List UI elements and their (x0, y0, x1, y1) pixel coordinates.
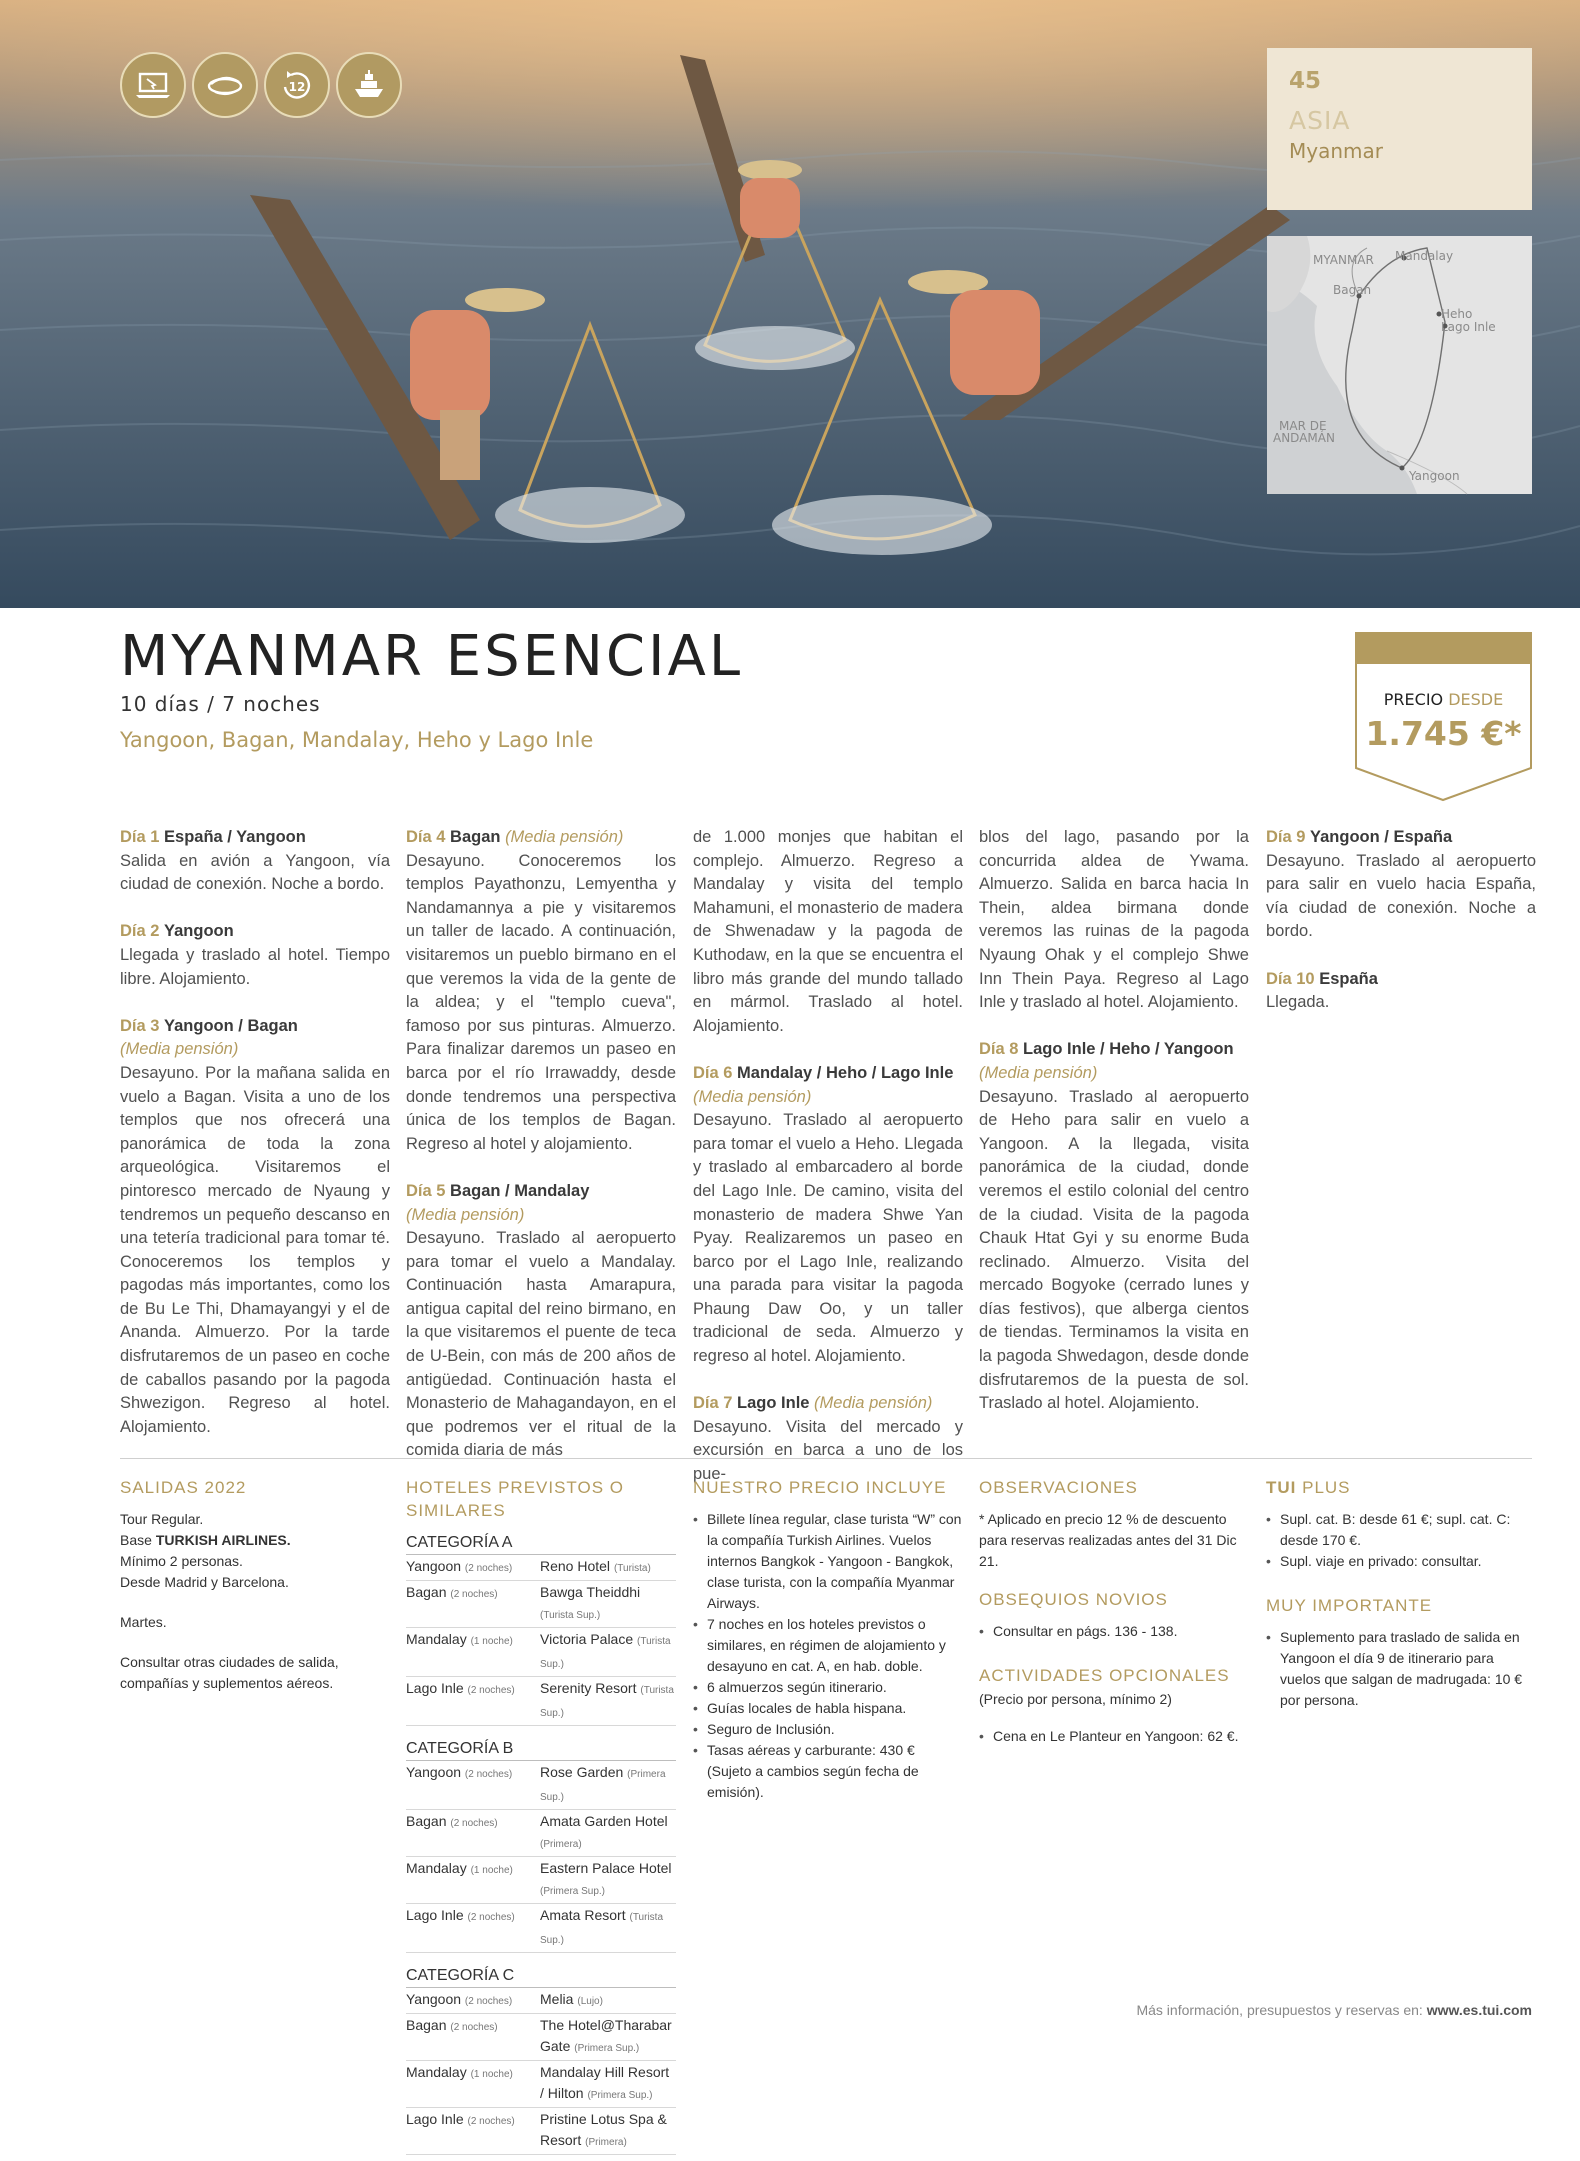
price-badge (1355, 632, 1532, 802)
hotel-city-cell (406, 1858, 540, 1902)
hotel-nights: (2 noches) (467, 1912, 515, 1923)
hotel-name: Rose Garden (540, 1764, 624, 1780)
feature-icons (120, 52, 402, 118)
day-7 (693, 1392, 963, 1486)
tui-plus-list (1266, 1509, 1536, 1572)
day-text: Desayuno. Traslado al aeropuerto para salir en vuelo hacia España, vía ciudad de conexión. Noche a bordo. (1266, 851, 1536, 941)
price-value: 1.745 €* (1365, 714, 1522, 753)
table-row (406, 1677, 676, 1726)
region-box (1267, 48, 1532, 210)
hotel-nights: (1 noche) (470, 2069, 513, 2080)
price-label-text: PRECIO (1383, 690, 1444, 709)
table-row (406, 2108, 676, 2155)
hotel-city: Bagan (406, 1584, 447, 1600)
hotel-city: Bagan (406, 1813, 447, 1829)
day-5-cont (693, 826, 963, 1038)
section-divider (120, 1458, 1532, 1459)
day-number: Día 10 (1266, 969, 1315, 988)
salidas-line: Martes. (120, 1614, 167, 1630)
hotel-name-cell (540, 1811, 676, 1855)
route-map (1267, 236, 1532, 494)
hotel-name-cell (540, 1762, 676, 1808)
hotel-name-cell (540, 1582, 676, 1626)
day-text: Llegada. (1266, 993, 1330, 1012)
list-item: • Supl. viaje en privado: consultar. (1266, 1551, 1536, 1572)
day-text: de 1.000 monjes que habitan el complejo. Almuerzo. Regreso a Mandalay y visita del templo Mahamuni, el monasterio de madera de Shwenadaw y la pagoda de Kuthodaw, en la que se encuentra el libro más grande del mundo tallado en mármol. Traslado al hotel. Alojamiento. (693, 828, 963, 1035)
salidas-heading: SALIDAS 2022 (120, 1478, 247, 1497)
table-row (406, 1555, 676, 1581)
hotel-nights: (2 noches) (450, 2022, 498, 2033)
hotel-category-heading: CATEGORÍA A (406, 1532, 676, 1555)
hotel-name: Serenity Resort (540, 1680, 637, 1696)
trip-route: Yangoon, Bagan, Mandalay, Heho y Lago Inle (120, 728, 594, 752)
map-label-yangoon: Yangoon (1409, 469, 1460, 483)
hotel-nights: (2 noches) (464, 1563, 513, 1574)
hotel-category-heading: CATEGORÍA B (406, 1738, 676, 1761)
list-item: • 6 almuerzos según itinerario. (693, 1677, 963, 1698)
novios-heading: OBSEQUIOS NOVIOS (979, 1590, 1168, 1609)
list-item: • 7 noches en los hoteles previstos o similares, en régimen de alojamiento y desayuno en cat. A, en hab. doble. (693, 1614, 963, 1677)
map-label-sea-1: MAR DE (1279, 419, 1327, 433)
hotel-name-cell (540, 2062, 676, 2106)
day-8 (979, 1038, 1249, 1416)
day-text: Salida en avión a Yangoon, vía ciudad de conexión. Noche a bordo. (120, 851, 390, 894)
table-row (406, 1988, 676, 2014)
day-number: Día 2 (120, 922, 160, 941)
list-item: • Tasas aéreas y carburante: 430 € (Sujeto a cambios según fecha de emisión). (693, 1740, 963, 1803)
day-board: (Media pensión) (505, 828, 624, 846)
tui-plus-section (1266, 1476, 1536, 1711)
day-text: Desayuno. Traslado al aeropuerto de Heho para salir en vuelo a Yangoon. A la llegada, visita panorámica de la ciudad, donde veremos el estilo colonial del centro de la ciudad. Visita de la pagoda Chauk Htat Gyi y su enorme Buda reclinado. Almuerzo. Visita del mercado Bogyoke (cerrado lunes y días festivos), que alberga cientos de tiendas. Terminamos la visita en la pagoda Shwedagon, desde donde disfrutaremos de la puesta de sol. Traslado al hotel. Alojamiento. (979, 1087, 1249, 1413)
day-heading (120, 826, 390, 850)
footer (1136, 2002, 1532, 2018)
day-3 (120, 1015, 390, 1440)
hotel-city-cell (406, 1762, 540, 1808)
hotel-city: Mandalay (406, 2064, 467, 2080)
country-label: Myanmar (1289, 139, 1383, 163)
day-heading (120, 1015, 390, 1039)
trip-duration: 10 días / 7 noches (120, 692, 321, 716)
hotel-city-cell (406, 2062, 540, 2106)
hotel-name: Victoria Palace (540, 1631, 634, 1647)
itinerary-col-1 (120, 826, 390, 1463)
list-item: • Seguro de Inclusión. (693, 1719, 963, 1740)
map-label-mandalay: Mandalay (1395, 249, 1454, 263)
hotel-name: Amata Garden Hotel (540, 1813, 668, 1829)
day-number: Día 5 (406, 1181, 446, 1200)
hotel-city-cell (406, 1556, 540, 1579)
hotel-city-cell (406, 2109, 540, 2153)
day-board: (Media pensión) (814, 1394, 933, 1413)
day-text: Desayuno. Por la mañana salida en vuelo a Bagan. Visita a uno de los templos que nos ofrecerá una panorámica de toda la zona arqueológica. Visitaremos el pintoresco mercado de Nyaung y tendremos un pequeño descanso en una tetería tradicional para tomar té. Conoceremos los templos y pagodas más importantes, como los de Bu Le Thi, Dhamayangyi y el de Ananda. Almuerzo. Por la tarde disfrutaremos de un paseo en coche de caballos pasando por la pagoda Shwezigon. Regreso al hotel. Alojamiento. (120, 1063, 390, 1436)
day-heading (693, 1062, 963, 1086)
hotel-category: (Primera Sup.) (540, 1769, 666, 1803)
hero-photo (0, 0, 1580, 608)
day-number: Día 8 (979, 1040, 1019, 1059)
map-label-bagan: Bagan (1333, 283, 1372, 297)
day-number: Día 6 (693, 1063, 733, 1082)
hotel-city-cell (406, 1678, 540, 1724)
table-row (406, 1857, 676, 1904)
day-text: Desayuno. Visita del mercado y excursión en barca a uno de los pue- (693, 1417, 963, 1484)
day-heading (406, 826, 676, 850)
day-heading (693, 1392, 963, 1416)
importante-list (1266, 1627, 1536, 1711)
list-item: • Consultar en págs. 136 - 138. (979, 1621, 1249, 1642)
itinerary-col-3 (693, 826, 963, 1510)
hotel-city-cell (406, 1811, 540, 1855)
hotel-city-cell (406, 2015, 540, 2059)
footer-text: Más información, presupuestos y reservas en: (1136, 2002, 1427, 2018)
day-number: Día 3 (120, 1016, 160, 1035)
hotel-city-cell (406, 1905, 540, 1951)
hotel-category: (Turista Sup.) (540, 1610, 601, 1621)
salidas-line: Tour Regular. (120, 1511, 204, 1527)
list-item: • Cena en Le Planteur en Yangoon: 62 €. (979, 1726, 1249, 1747)
hotel-city: Mandalay (406, 1860, 467, 1876)
hotel-name: Amata Resort (540, 1907, 626, 1923)
day-1 (120, 826, 390, 897)
hotel-name-cell (540, 1989, 676, 2012)
day-10 (1266, 968, 1536, 1015)
day-heading (1266, 826, 1536, 850)
day-number: Día 1 (120, 828, 160, 846)
continent-label: ASIA (1289, 106, 1351, 135)
day-name: Lago Inle (737, 1394, 810, 1413)
hotel-category-heading: CATEGORÍA C (406, 1965, 676, 1988)
hotel-category: (Primera) (540, 1839, 582, 1850)
hotel-nights: (1 noche) (470, 1636, 513, 1647)
table-row (406, 1761, 676, 1810)
tui-plus-heading (1266, 1476, 1536, 1499)
hotel-nights: (2 noches) (464, 1769, 513, 1780)
salidas-line: Desde Madrid y Barcelona. (120, 1574, 289, 1590)
hotel-category: (Primera Sup.) (540, 1886, 606, 1897)
itinerary-col-2 (406, 826, 676, 1487)
day-6 (693, 1062, 963, 1369)
hotel-nights: (2 noches) (464, 1996, 513, 2007)
map-label-myanmar: MYANMAR (1313, 253, 1374, 267)
day-7-cont (979, 826, 1249, 1015)
hoteles-section (406, 1476, 676, 2161)
hotel-name: Bawga Theiddhi (540, 1584, 641, 1600)
day-5 (406, 1180, 676, 1463)
map-label-sea-2: ANDAMÁN (1273, 431, 1335, 445)
spacer (406, 1726, 676, 1732)
day-name: Bagan / Mandalay (450, 1181, 590, 1200)
hotel-nights: (2 noches) (467, 2116, 515, 2127)
day-text: Llegada y traslado al hotel. Tiempo libre. Alojamiento. (120, 945, 390, 988)
hotel-name: Pristine Lotus Spa & Resort (540, 2111, 667, 2148)
table-row (406, 2061, 676, 2108)
salidas-line: Consultar otras ciudades de salida, compañías y suplementos aéreos. (120, 1654, 339, 1691)
hotel-name: The Hotel@Tharabar Gate (540, 2017, 672, 2054)
day-name: Bagan (450, 828, 501, 846)
incluye-heading: NUESTRO PRECIO INCLUYE (693, 1478, 947, 1497)
novios-list (979, 1621, 1249, 1642)
hotel-city: Lago Inle (406, 1907, 464, 1923)
hotel-name: Melia (540, 1991, 574, 2007)
hotel-name-cell (540, 2109, 676, 2153)
hotel-city-cell (406, 1989, 540, 2012)
hotel-nights: (1 noche) (470, 1865, 513, 1876)
hotel-category: (Turista Sup.) (540, 1685, 674, 1719)
list-item: • Suplemento para traslado de salida en Yangoon el día 9 de itinerario para vuelos que salgan de madrugada: 10 € por persona. (1266, 1627, 1536, 1711)
route-map-drawing (1267, 236, 1532, 494)
observaciones-text: * Aplicado en precio 12 % de descuento para reservas realizadas antes del 31 Dic 21. (979, 1511, 1237, 1569)
spacer (406, 2155, 676, 2161)
day-name: España (1319, 969, 1378, 988)
day-heading (1266, 968, 1536, 992)
hotel-name-cell (540, 1678, 676, 1724)
plane-icon (192, 52, 258, 118)
importante-heading: MUY IMPORTANTE (1266, 1596, 1433, 1615)
hotel-nights: (2 noches) (467, 1685, 515, 1696)
itinerary-col-4 (979, 826, 1249, 1439)
day-text: blos del lago, pasando por la concurrida aldea de Ywama. Almuerzo. Salida en barca hacia In Thein, aldea birmana donde veremos las ruinas de la pagoda Nyaung Ohak y el complejo Shwe Inn Thein Paya. Regreso al Lago Inle y traslado al hotel. Alojamiento. (979, 828, 1249, 1012)
day-2 (120, 920, 390, 991)
table-row (406, 1810, 676, 1857)
day-text: Desayuno. Conoceremos los templos Payathonzu, Lemyentha y Nandamannya a pie y visitaremos un taller de lacado. A continuación, visitaremos un pueblo birmano en el que veremos la vida de la gente de la aldea; y el "templo cueva", famoso por sus pinturas. Almuerzo. Para finalizar daremos un paseo en barca por el río Irrawaddy, desde donde tendremos una perspectiva única de los templos de Bagan. Regreso al hotel y alojamiento. (406, 851, 676, 1153)
hotel-name: Eastern Palace Hotel (540, 1860, 672, 1876)
spacer (406, 1953, 676, 1959)
table-row (406, 1628, 676, 1677)
salidas-airline-prefix: Base (120, 1532, 156, 1548)
day-heading (979, 1038, 1249, 1062)
incluye-section (693, 1476, 963, 1803)
hotel-city: Lago Inle (406, 2111, 464, 2127)
hotel-categories (406, 1532, 676, 2161)
day-heading (406, 1180, 676, 1204)
list-item: • Guías locales de habla hispana. (693, 1698, 963, 1719)
actividades-heading: ACTIVIDADES OPCIONALES (979, 1666, 1230, 1685)
day-name: Yangoon (164, 922, 234, 941)
hotel-city: Mandalay (406, 1631, 467, 1647)
day-4 (406, 826, 676, 1156)
observaciones-heading: OBSERVACIONES (979, 1478, 1138, 1497)
tui-logo-text: TUI (1266, 1478, 1297, 1497)
day-number: Día 9 (1266, 828, 1306, 846)
map-label-lago-inle: Lago Inle (1441, 320, 1496, 334)
day-name: Yangoon / España (1310, 828, 1453, 846)
trip-title: MYANMAR ESENCIAL (120, 624, 744, 689)
table-row (406, 1904, 676, 1953)
hotel-nights: (2 noches) (450, 1818, 498, 1829)
list-item: • Supl. cat. B: desde 61 €; supl. cat. C: desde 170 €. (1266, 1509, 1536, 1551)
hotel-name-cell (540, 1556, 676, 1579)
incluye-list (693, 1509, 963, 1803)
actividades-subtitle: (Precio por persona, mínimo 2) (979, 1691, 1172, 1707)
hotel-name-cell (540, 1905, 676, 1951)
hotel-city: Bagan (406, 2017, 447, 2033)
tui-plus-text: PLUS (1296, 1478, 1351, 1497)
day-board: (Media pensión) (693, 1087, 812, 1106)
hotel-city: Yangoon (406, 1991, 462, 2007)
hotel-name: Mandalay Hill Resort / Hilton (540, 2064, 670, 2101)
ship-icon (336, 52, 402, 118)
hotel-city: Lago Inle (406, 1680, 464, 1696)
hotel-name-cell (540, 1629, 676, 1675)
hotel-name-cell (540, 2015, 676, 2059)
hotel-category: (Turista) (613, 1563, 651, 1574)
price-desde: DESDE (1448, 690, 1504, 709)
day-text: Desayuno. Traslado al aeropuerto para tomar el vuelo a Mandalay. Continuación hasta Amarapura, antigua capital del reino birmano, en la que visitaremos el puente de teca de U-Bein, con más de 200 años de antigüedad. Continuación hasta el Monasterio de Mahagandayon, en el que podremos ver el ritual de la comida diaria de más (406, 1229, 676, 1460)
itinerary-col-5 (1266, 826, 1536, 1038)
day-name: España / Yangoon (164, 828, 306, 846)
day-text: Desayuno. Traslado al aeropuerto para tomar el vuelo a Heho. Llegada y traslado al embarcadero al borde del Lago Inle. De camino, visita del monasterio de madera Shwe Yan Pyay. Realizaremos un paseo en barco por el Lago Inle, realizando una parada para visitar la pagoda Phaung Daw Oo, y un taller tradicional de seda. Almuerzo y regreso al hotel. Alojamiento. (693, 1111, 963, 1366)
salidas-line: Mínimo 2 personas. (120, 1553, 243, 1569)
hotel-category: (Turista Sup.) (540, 1636, 671, 1670)
price-label (1355, 690, 1532, 709)
day-name: Yangoon / Bagan (164, 1016, 298, 1035)
salidas-airline-name: TURKISH AIRLINES. (155, 1532, 291, 1548)
list-item: • Billete línea regular, clase turista “W” con la compañía Turkish Airlines. Vuelos internos Bangkok - Yangoon - Bangkok, clase turista, con la compañía Myanmar Airways. (693, 1509, 963, 1614)
hotel-category: (Primera Sup.) (574, 2043, 640, 2054)
day-name: Mandalay / Heho / Lago Inle (737, 1063, 954, 1082)
hotel-category: (Primera) (585, 2137, 627, 2148)
day-heading (120, 920, 390, 944)
day-board: (Media pensión) (979, 1063, 1098, 1082)
hotel-city: Yangoon (406, 1764, 462, 1780)
hotel-city: Yangoon (406, 1558, 462, 1574)
hotel-city-cell (406, 1629, 540, 1675)
hotel-category: (Lujo) (577, 1996, 603, 2007)
hotel-name: Reno Hotel (540, 1558, 611, 1574)
hoteles-heading: HOTELES PREVISTOS O SIMILARES (406, 1478, 625, 1520)
day-number: Día 4 (406, 828, 446, 846)
table-row (406, 1581, 676, 1628)
hotel-category: (Primera Sup.) (587, 2090, 653, 2101)
laptop-icon (120, 52, 186, 118)
day-9 (1266, 826, 1536, 944)
twelve-label: 12 (288, 80, 306, 94)
hotel-nights: (2 noches) (450, 1589, 498, 1600)
salidas-airline (120, 1530, 390, 1551)
actividades-list (979, 1726, 1249, 1747)
day-number: Día 7 (693, 1394, 733, 1413)
table-row (406, 2014, 676, 2061)
footer-link[interactable]: www.es.tui.com (1426, 2002, 1532, 2018)
day-name: Lago Inle / Heho / Yangoon (1023, 1040, 1234, 1059)
observaciones-section (979, 1476, 1249, 1747)
page-number: 45 (1289, 68, 1322, 94)
day-board: (Media pensión) (120, 1040, 239, 1059)
hotel-category: (Turista Sup.) (540, 1912, 664, 1946)
day-board: (Media pensión) (406, 1205, 525, 1224)
hotel-name-cell (540, 1858, 676, 1902)
hotel-city-cell (406, 1582, 540, 1626)
twelve-months-icon (264, 52, 330, 118)
map-label-heho: Heho (1441, 307, 1473, 321)
salidas-section (120, 1476, 390, 1694)
